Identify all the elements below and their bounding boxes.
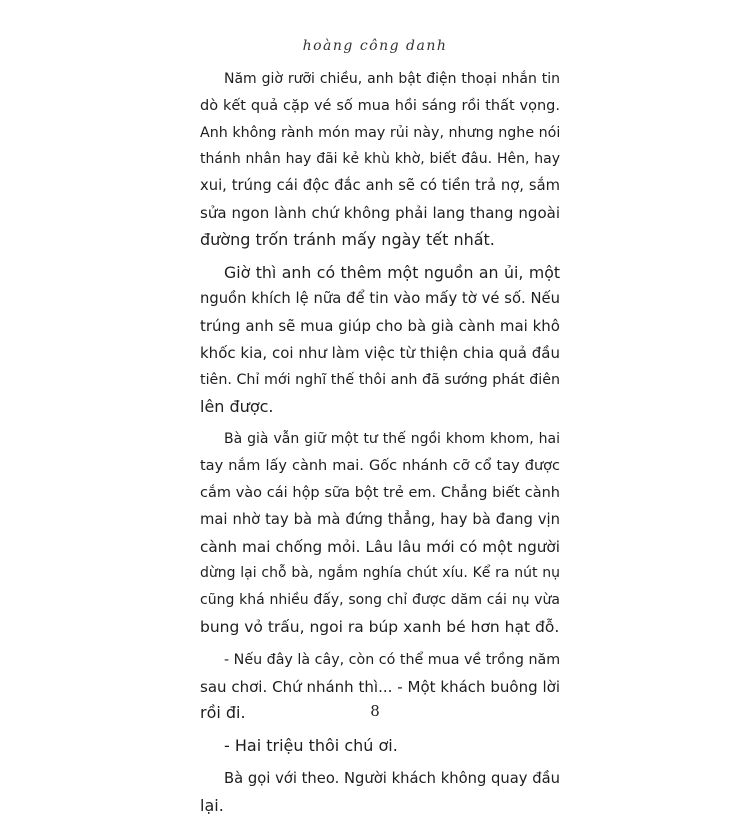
text-line: bung vỏ trấu, ngoi ra búp xanh bé hơn hạt đỗ.	[200, 617, 560, 636]
text-line: cũng khá nhiều đấy, song chỉ được dăm cái nụ vừa	[200, 592, 560, 609]
text-line: trúng anh sẽ mua giúp cho bà già cành mai khô	[200, 317, 560, 336]
text-line: tay nắm lấy cành mai. Gốc nhánh cỡ cổ tay được	[200, 458, 560, 475]
text-line: nguồn khích lệ nữa để tin vào mấy tờ vé số. Nếu	[200, 290, 560, 308]
page-number: 8	[370, 702, 380, 720]
paragraph	[200, 766, 560, 820]
text-line: sửa ngon lành chứ không phải lang thang ngoài	[200, 203, 560, 222]
text-line: tiên. Chỉ mới nghĩ thế thôi anh đã sướng phát điên	[200, 371, 560, 388]
text-line: thánh nhân hay đãi kẻ khù khờ, biết đâu. Hên, hay	[200, 151, 560, 168]
text-line: Bà gọi với theo. Người khách không quay đầu	[224, 769, 560, 787]
text-line: Bà già vẫn giữ một tư thế ngồi khom khom, hai	[224, 431, 560, 448]
running-head-author: hoàng công danh	[302, 38, 448, 54]
paragraph	[200, 733, 560, 760]
text-line: xui, trúng cái độc đắc anh sẽ có tiền trả nợ, sắm	[200, 177, 560, 195]
paragraph	[200, 260, 560, 421]
text-line: cắm vào cái hộp sữa bột trẻ em. Chẳng biết cành	[200, 484, 560, 501]
text-line: dò kết quả cặp vé số mua hồi sáng rồi thất vọng.	[200, 97, 560, 114]
text-line: rồi đi.	[200, 703, 246, 723]
text-line: Anh không rành món may rủi này, nhưng nghe nói	[200, 124, 561, 141]
text-line: - Nếu đây là cây, còn có thể mua về trồng năm	[224, 651, 561, 668]
text-line: - Hai triệu thôi chú ơi.	[224, 736, 398, 756]
text-line: Năm giờ rưỡi chiều, anh bật điện thoại nhắn tin	[224, 71, 560, 87]
text-line: Giờ thì anh có thêm một nguồn an ủi, một	[224, 262, 560, 282]
paragraph	[200, 66, 560, 254]
text-line: đường trốn tránh mấy ngày tết nhất.	[200, 229, 495, 249]
text-line: mai nhờ tay bà mà đứng thẳng, hay bà đang vịn	[200, 510, 560, 528]
text-line: lên được.	[200, 396, 274, 416]
text-line: khốc kia, coi như làm việc từ thiện chia quả đầu	[200, 343, 560, 362]
text-line: lại.	[200, 795, 224, 815]
text-line: sau chơi. Chứ nhánh thì... - Một khách buông lời	[200, 677, 560, 696]
text-line: cành mai chống mỏi. Lâu lâu mới có một người	[200, 537, 560, 556]
paragraph	[200, 426, 560, 640]
text-line: dừng lại chỗ bà, ngắm nghía chút xíu. Kể ra nút nụ	[200, 565, 560, 582]
